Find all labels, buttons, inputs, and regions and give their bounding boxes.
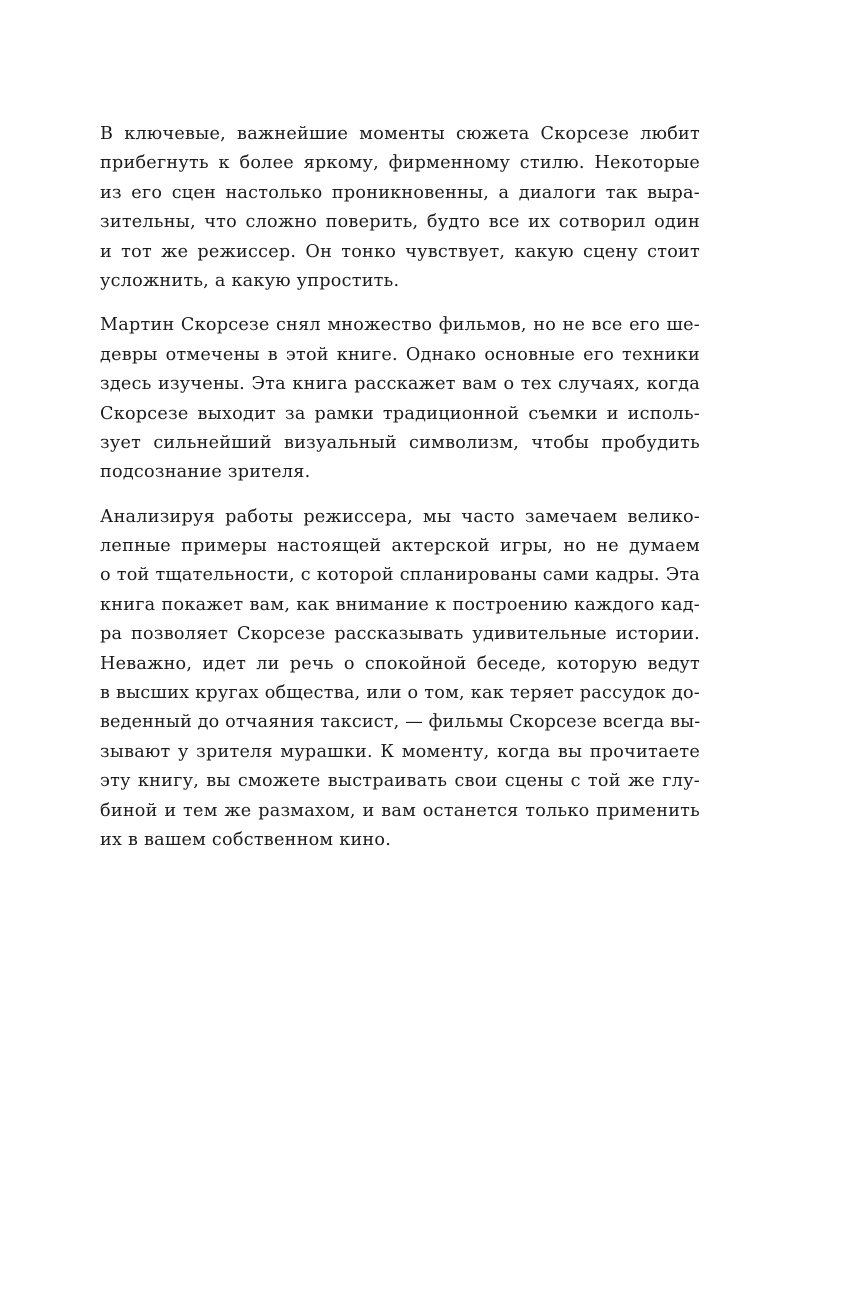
text-line: биной и тем же размахом, и вам останется только применить	[100, 800, 700, 821]
text-line: веденный до отчаяния таксист, — фильмы Скорсезе всегда вы-	[100, 712, 701, 733]
text-line: Неважно, идет ли речь о спокойной беседе, которую ведут	[100, 653, 700, 674]
text-line: их в вашем собственном кино.	[100, 829, 392, 850]
book-page	[100, 120, 700, 870]
text-line: прибегнуть к более яркому, фирменному стилю. Некоторые	[100, 153, 700, 174]
text-line: усложнить, а какую упростить.	[100, 270, 400, 291]
text-line: В ключевые, важнейшие моменты сюжета Скорсезе любит	[100, 124, 700, 144]
text-line: Анализируя работы режиссера, мы часто замечаем велико-	[100, 506, 700, 527]
text-line: о той тщательности, с которой спланированы сами кадры. Эта	[100, 565, 700, 586]
paragraph-2	[100, 311, 700, 487]
text-line: зывают у зрителя мурашки. К моменту, когда вы прочитаете	[100, 741, 700, 762]
text-line: Мартин Скорсезе снял множество фильмов, но не все его ше-	[100, 315, 700, 336]
text-line: зительны, что сложно поверить, будто все их сотворил один	[100, 212, 700, 233]
text-line: ра позволяет Скорсезе рассказывать удивительные истории.	[100, 624, 700, 645]
text-line: и тот же режиссер. Он тонко чувствует, какую сцену стоит	[100, 241, 700, 262]
text-line: эту книгу, вы сможете выстраивать свои сцены с той же глу-	[100, 771, 700, 792]
paragraph-3	[100, 503, 700, 856]
text-line: девры отмечены в этой книге. Однако основные его техники	[100, 344, 700, 365]
text-line: подсознание зрителя.	[100, 462, 311, 483]
text-line: книга покажет вам, как внимание к построению каждого кад-	[100, 594, 700, 615]
text-line: в высших кругах общества, или о том, как теряет рассудок до-	[100, 683, 700, 704]
text-line: здесь изучены. Эта книга расскажет вам о тех случаях, когда	[100, 374, 700, 395]
text-line: зует сильнейший визуальный символизм, чтобы пробудить	[100, 432, 700, 453]
paragraph-1	[100, 120, 700, 296]
text-line: из его сцен настолько проникновенны, а диалоги так выра-	[100, 182, 700, 203]
text-line: Скорсезе выходит за рамки традиционной съемки и исполь-	[100, 403, 700, 424]
text-line: лепные примеры настоящей актерской игры, но не думаем	[100, 536, 700, 557]
